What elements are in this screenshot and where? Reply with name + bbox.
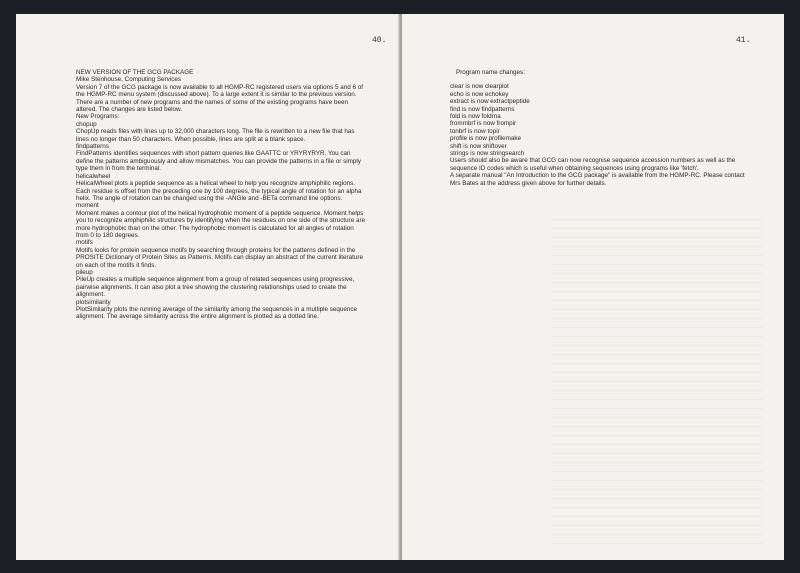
name-changes-heading: Program name changes: (456, 69, 525, 76)
name-change-item: tonbrf is now topir (450, 127, 500, 135)
name-change-item: clear is now clearplot (450, 83, 509, 91)
left-page (16, 14, 400, 560)
name-change-item: frommbrf is now frompir (450, 120, 517, 128)
program-description: ChopUp reads files with lines up to 32,000 characters long. The file is rewritten to a new file that has lines no longer than 50 characters. When possible, lines are split at a blank space. (76, 128, 355, 143)
show-through-texture (552, 219, 762, 552)
name-changes-list (450, 83, 748, 157)
program-description: PileUp creates a multiple sequence alignment from a group of related sequences using progressive, pairwise alignments. It can also plot a tree showing the clustering relationships used to create the alignment. (76, 276, 355, 299)
name-change-item: profile is now profilemake (450, 135, 522, 143)
program-description: FindPatterns identifies sequences with short pattern queries like GAATTC or YRYRYRYR. You can define the patterns ambiguously and allow mismatches. You can provide the patterns in a file or simply type them in from the terminal. (76, 150, 361, 173)
program-name: chopup (76, 120, 97, 128)
name-change-item: fold is now foldrna (450, 113, 501, 121)
article-author: Mike Stenhouse, Computing Services (76, 76, 181, 84)
program-name: motifs (76, 239, 93, 247)
left-page-number: 40. (372, 36, 387, 45)
program-name: plotsimilarity (76, 298, 111, 306)
program-description: Motifs looks for protein sequence motifs by searching through proteins for the patterns defined in the PROSITE Dictionary of Protein Sites as Patterns. Motifs can display an abstract of the current literature on each of the motifs it finds. (76, 246, 363, 269)
program-name: findpatterns (76, 143, 109, 151)
name-change-item: shift is now shiftover (450, 142, 507, 150)
manual-paragraph: A separate manual "An Introduction to the GCG package" is available from the HGMP-RC. Please contact Mrs Bates at the address given above for further details. (450, 172, 745, 187)
name-change-item: find is now findpatterns (450, 105, 515, 113)
right-page-number: 41. (736, 36, 751, 45)
program-description: HelicalWheel plots a peptide sequence as a helical wheel to help you recognize amphiphilic regions. Each residue is offset from the preceding one by 100 degrees, the typical angle of rotation for an alpha helix. The angle of rotation can be changed using the -ANGle and -BETa command line options. (76, 180, 362, 202)
name-change-item: echo is now echokey (450, 90, 509, 98)
program-name: moment (76, 202, 99, 210)
program-name: helicalwheel (76, 172, 111, 180)
right-page-content (448, 69, 748, 187)
program-name: pileup (76, 268, 93, 276)
new-programs-heading: New Programs: (76, 113, 120, 121)
name-change-item: extract is now extractpeptide (450, 98, 530, 106)
accession-numbers-paragraph: Users should also be aware that GCG can now recognise sequence accession numbers as well as the sequence ID codes which is useful when obtaining sequences using programs like 'fetch'. (450, 157, 736, 172)
intro-paragraph: Version 7 of the GCG package is now available to all HGMP-RC registered users via options 5 and 6 of the HGMP-RC menu system (discussed above). To a large extent it is similar to the previous version. There are a number of new programs and the names of some of the existing programs have been altered. The changes are listed below. (76, 83, 364, 114)
article-title: NEW VERSION OF THE GCG PACKAGE (76, 69, 194, 76)
name-change-item: strings is now stringsearch (450, 150, 525, 158)
program-description: PlotSimilarity plots the running average of the similarity among the sequences in a multiple sequence alignment. The average similarity across the entire alignment is plotted as a dotted line. (76, 306, 358, 321)
program-description: Moment makes a contour plot of the helical hydrophobic moment of a peptide sequence. Moment helps you to recognize amphiphilic structures by identifying when the residues on one side of the structure are more hydrophobic than on the other. The hydrophobic moment is calculated for all angles of rotation from 0 to 180 degrees. (76, 209, 366, 239)
right-page (402, 14, 784, 560)
left-page-content (76, 69, 366, 321)
